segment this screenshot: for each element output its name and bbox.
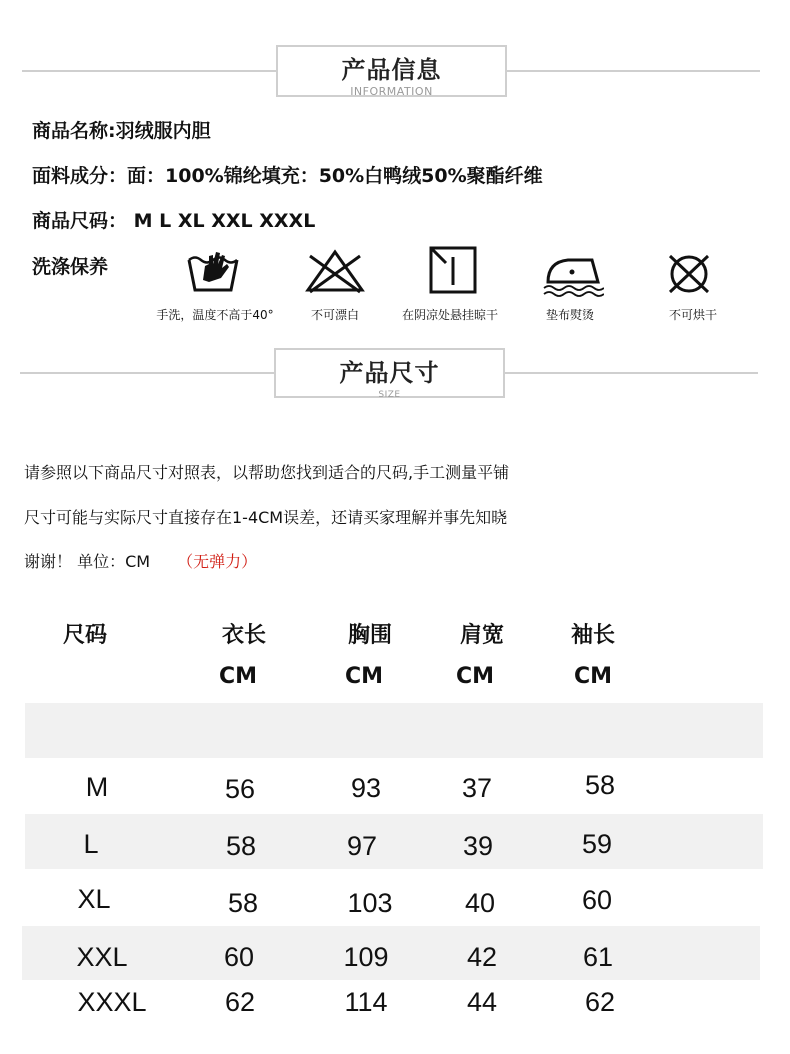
table-unit-sleeve: CM [573,664,613,689]
care-heading: 洗涤保养 [32,256,109,278]
iron-with-cloth-icon [540,250,604,302]
table-unit-length: CM [218,664,258,689]
table-unit-shoulder: CM [455,664,495,689]
table-band [25,703,763,758]
note-line-3 [24,549,257,572]
table-cell-shoulder: 39 [462,831,494,861]
table-cell-size: L [83,829,99,859]
table-cell-chest: 103 [347,888,393,918]
table-header-sleeve: 袖长 [570,623,615,648]
care-label-iron: 垫布熨烫 [545,308,594,322]
table-cell-length: 58 [225,831,257,861]
table-cell-shoulder: 37 [461,773,493,803]
table-header-size: 尺码 [62,623,107,648]
care-label-no-bleach: 不可漂白 [310,308,359,322]
note-line-1: 请参照以下商品尺寸对照表，以帮助您找到适合的尺码,手工测量平铺 [24,463,510,482]
table-cell-sleeve: 60 [581,885,613,915]
table-cell-sleeve: 58 [584,770,616,800]
table-cell-shoulder: 40 [464,888,496,918]
table-cell-shoulder: 44 [466,987,498,1017]
care-label-no-dry: 不可烘干 [668,308,717,322]
table-cell-shoulder: 42 [466,942,498,972]
table-cell-length: 58 [227,888,259,918]
table-cell-size: XXL [76,942,128,972]
product-size-subtitle: SIZE [378,390,401,400]
do-not-tumble-dry-icon [664,250,714,302]
table-header-length: 衣长 [221,623,266,648]
table-cell-chest: 109 [343,942,389,972]
table-header-shoulder: 肩宽 [459,623,504,648]
unit-text: 谢谢！ 单位：CM [24,552,151,571]
care-label-hand-wash: 手洗，温度不高于40° [156,308,274,322]
table-cell-chest: 93 [350,773,382,803]
table-cell-length: 56 [224,774,256,804]
table-cell-size: XXXL [77,987,147,1017]
table-cell-chest: 114 [344,987,388,1017]
table-cell-length: 60 [223,942,255,972]
product-info-subtitle: INFORMATION [350,85,433,98]
section-divider-right [505,70,760,72]
section-divider-left [22,70,277,72]
product-info-title: 产品信息 [341,56,442,84]
care-label-line-dry: 在阴凉处悬挂晾干 [401,308,498,322]
product-sizes: 商品尺码： M L XL XXL XXXL [32,210,316,232]
hand-wash-icon [185,244,241,298]
product-size-header [274,348,505,398]
product-size-title: 产品尺寸 [339,359,440,387]
product-info-header [276,45,507,97]
section-divider-left [20,372,276,374]
product-name: 商品名称:羽绒服内胆 [32,120,211,142]
table-cell-sleeve: 62 [584,987,616,1017]
fabric-composition: 面料成分：面：100%锦纶填充：50%白鸭绒50%聚酯纤维 [32,165,543,187]
table-cell-chest: 97 [346,831,378,861]
note-line-2: 尺寸可能与实际尺寸直接存在1-4CM误差，还请买家理解并事先知晓 [24,508,508,527]
section-divider-right [503,372,758,374]
table-cell-sleeve: 61 [582,942,614,972]
do-not-bleach-icon [304,248,366,300]
table-cell-length: 62 [224,987,256,1017]
line-dry-shade-icon [428,245,478,299]
table-cell-size: XL [77,884,111,914]
table-unit-chest: CM [344,664,384,689]
non-elastic-note: （无弹力） [177,552,258,571]
table-cell-size: M [85,772,109,802]
table-header-chest: 胸围 [347,623,392,648]
table-cell-sleeve: 59 [581,829,613,859]
